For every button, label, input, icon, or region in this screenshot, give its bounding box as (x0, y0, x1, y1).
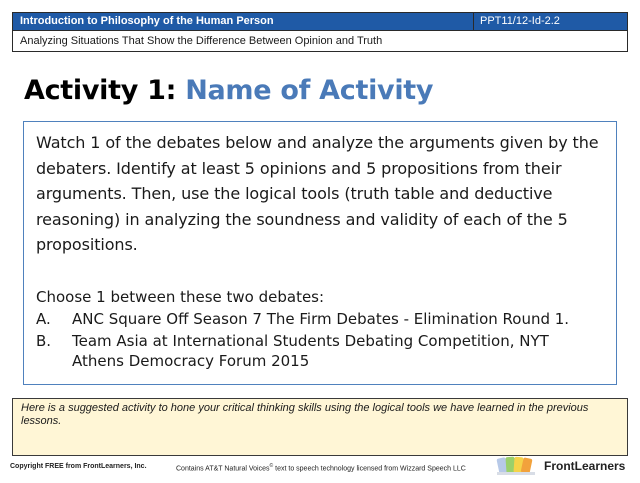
debate-text: ANC Square Off Season 7 The Firm Debates - Elimination Round 1. (72, 310, 570, 328)
att-prefix: Contains AT&T Natural Voices (176, 465, 270, 473)
choose-label: Choose 1 between these two debates: (36, 288, 325, 306)
footer-att-notice (176, 463, 466, 472)
note-box (12, 398, 628, 456)
debate-option-a (36, 309, 596, 329)
debate-text: Team Asia at International Students Debating Competition, NYT Athens Democracy Forum 2015 (72, 332, 549, 370)
activity-instructions: Watch 1 of the debates below and analyze the arguments given by the debaters. Identify at least 5 opinions and 5 propositions from their arguments. Then, use the logical tools (truth table and deductive reasoning) in analyzing the soundness and validity of each of the 5 propositions. (36, 133, 599, 254)
activity-prefix: Activity 1: (24, 75, 177, 106)
logo-icon (492, 454, 544, 478)
lesson-code: PPT11/12-Id-2.2 (474, 12, 628, 31)
footer-copyright: Copyright FREE from FrontLearners, Inc. (10, 463, 147, 470)
lesson-subtitle: Analyzing Situations That Show the Difference Between Opinion and Truth (12, 31, 628, 52)
logo-text: FrontLearners (544, 459, 626, 473)
activity-name: Name of Activity (185, 75, 434, 106)
debate-marker: A. (36, 310, 51, 328)
note-text: Here is a suggested activity to hone your critical thinking skills using the logical tools we have learned in the previous lessons. (21, 402, 589, 427)
activity-content-box (23, 121, 617, 385)
debate-option-b (36, 331, 596, 373)
course-title: Introduction to Philosophy of the Human Person (12, 12, 474, 31)
frontlearners-logo (492, 454, 632, 478)
att-mark: © (269, 463, 274, 469)
activity-title (24, 74, 433, 108)
att-suffix: text to speech technology licensed from Wizzard Speech LLC (273, 465, 466, 473)
debate-marker: B. (36, 332, 52, 350)
